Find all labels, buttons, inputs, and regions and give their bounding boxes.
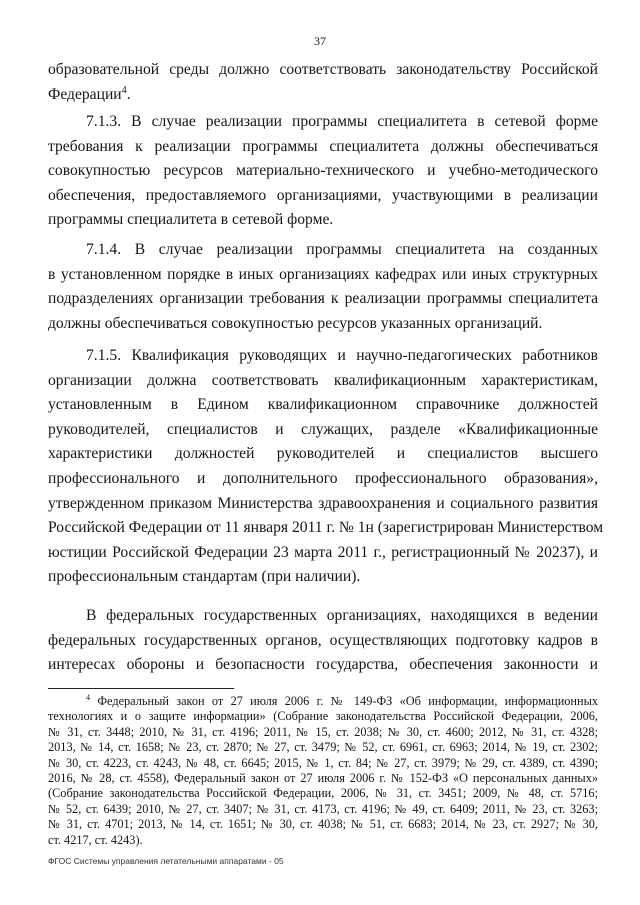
text-line: 7.1.4. В случае реализации программы специалитета на созданных [86, 241, 598, 258]
text-line: установленным в Едином квалификационном справочнике должностей [48, 396, 598, 414]
text-line: должны обеспечиваться совокупностью ресурсов указанных организаций. [48, 314, 543, 332]
paragraph-continuation [48, 58, 598, 107]
footnote-line: ст. 4217, ст. 4243). [48, 832, 143, 847]
text-line: организации должна соответствовать квалификационным характеристикам, [48, 371, 598, 389]
text-line: федеральных государственных органов, осуществляющих подготовку кадров в [48, 631, 598, 649]
text-line: профессионального и дополнительного профессионального образования», [48, 469, 598, 487]
text-line: юстиции Российской Федерации 23 марта 2011 г., регистрационный № 20237), и [48, 543, 598, 561]
text-line: подразделениях организации требования к реализации программы специалитета [48, 290, 598, 308]
page-footer: ФГОС Системы управления летательными аппаратами - 05 [48, 856, 284, 866]
paragraph-7-1-3 [48, 110, 598, 233]
text-line: руководителей, специалистов и служащих, разделе «Квалификационные [48, 420, 598, 438]
text-line: совокупностью ресурсов материально-технического и учебно-методического [48, 162, 598, 180]
footnote-line: (Собрание законодательства Российской Федерации, 2006, № 31, ст. 3451; 2009, № 48, ст. 5716; [48, 786, 598, 801]
text-line: В федеральных государственных организациях, находящихся в ведении [86, 607, 598, 624]
footnote-line: 2013, № 14, ст. 1658; № 23, ст. 2870; № 27, ст. 3479; № 52, ст. 6961, ст. 6963; 2014, № 19, ст. 2302; [48, 740, 598, 755]
footnote-line: $^4$ Федеральный закон от 27 июля 2006 г. № 149-ФЗ «Об информации, информационных [86, 692, 599, 708]
footnote-line: № 31, ст. 3448; 2010, № 31, ст. 4196; 2011, № 15, ст. 2038; № 30, ст. 4600; 2012, № 31, ст. 4328; [48, 724, 598, 739]
footnote-line: № 52, ст. 6439; 2010, № 27, ст. 3407; № 31, ст. 4173, ст. 4196; № 49, ст. 6409; 2011, № 23, ст. 3263; [48, 801, 598, 816]
text-line: 7.1.3. В случае реализации программы специалитета в сетевой форме [86, 113, 598, 130]
footnote-line: технологиях и о защите информации» (Собрание законодательства Российской Федерации, 2006, [48, 709, 598, 724]
text-line: 7.1.5. Квалификация руководящих и научно-педагогических работников [86, 347, 598, 364]
page-number: 37 [314, 34, 326, 48]
text-line: профессиональным стандартам (при наличии). [48, 568, 361, 586]
text-line: образовательной среды должно соответствовать законодательству Российской [48, 61, 598, 78]
footnote-divider [48, 688, 234, 689]
footnote-line: 2016, № 28, ст. 4558), Федеральный закон от 27 июля 2006 г. № 152-ФЗ «О персональных данных» [48, 771, 598, 786]
paragraph-7-1-5 [48, 344, 604, 590]
footnote [48, 694, 598, 848]
footnote-line: № 31, ст. 4701; 2013, № 14, ст. 1651; № 30, ст. 4038; № 51, ст. 6683; 2014, № 23, ст. 2927; № 30, [48, 817, 598, 832]
paragraph-7-1-4 [48, 238, 598, 336]
paragraph-federal-organizations [48, 604, 598, 678]
text-line: Российской Федерации от 11 января 2011 г. № 1н (зарегистрирован Министерством [48, 519, 604, 537]
text-line: характеристики должностей руководителей и специалистов высшего [48, 445, 598, 463]
text-line: в установленном порядке в иных организациях кафедрах или иных структурных [48, 265, 598, 283]
text-line: требования к реализации программы специалитета должны обеспечиваться [48, 137, 598, 155]
footnote-line: № 30, ст. 4223, ст. 4243, № 48, ст. 6645; 2015, № 1, ст. 84; № 27, ст. 3979; № 29, ст. 4389, ст. 4390; [48, 755, 598, 770]
footnote-ref: 4 [121, 84, 127, 96]
text-line: Федерации$^4$. [48, 84, 131, 103]
text-line: утвержденном приказом Министерства здравоохранения и социального развития [48, 494, 598, 512]
text-line: программы специалитета в сетевой форме. [48, 211, 334, 229]
text-line: интересах обороны и безопасности государства, обеспечения законности и [48, 656, 598, 674]
text-line: обеспечения, предоставляемого организациями, участвующими в реализации [48, 186, 598, 204]
footnote-mark: 4 [86, 692, 90, 702]
